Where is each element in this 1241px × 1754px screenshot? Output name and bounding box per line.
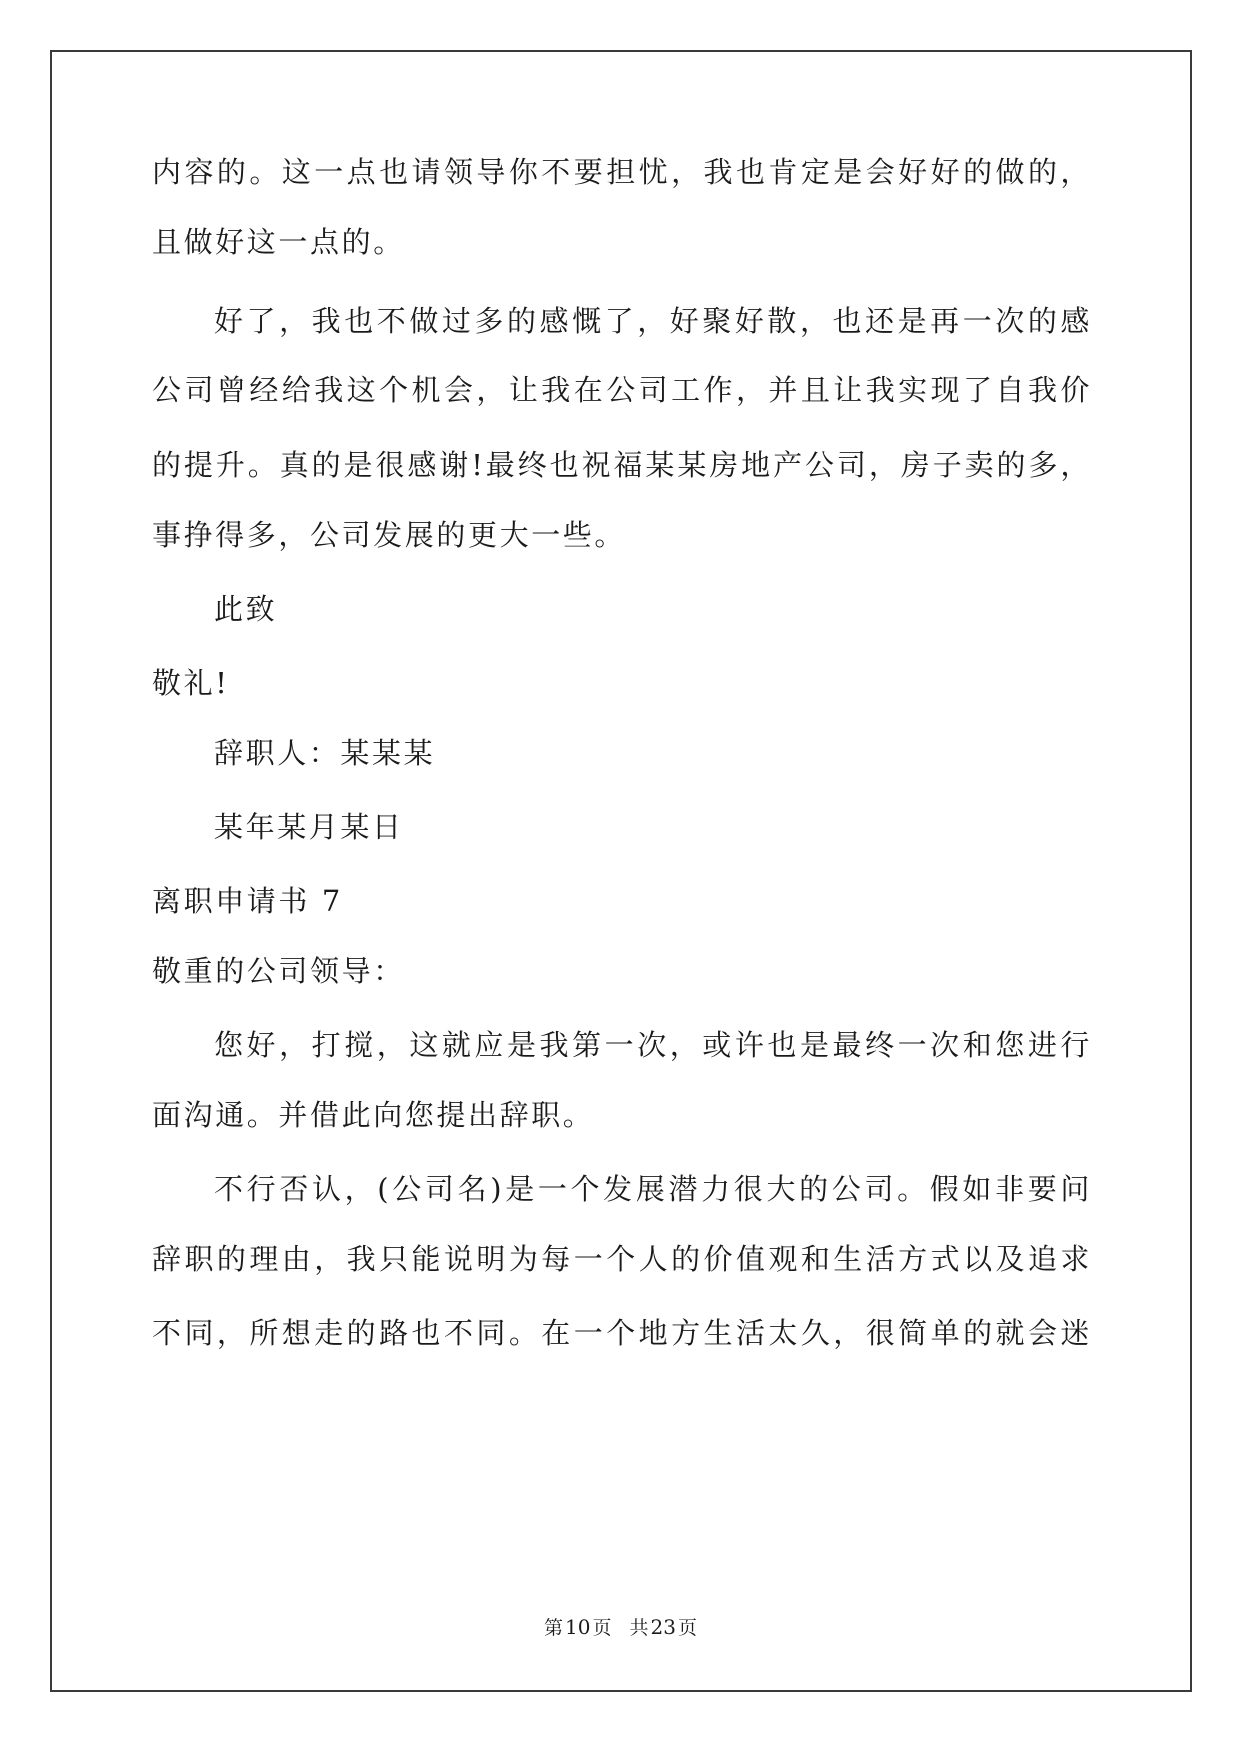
text-line: 内容的。这一点也请领导你不要担忧，我也肯定是会好好的做的， (152, 155, 1092, 189)
salutation-closing: 此致 (214, 592, 278, 626)
text-line: 您好，打搅，这就应是我第一次，或许也是最终一次和您进行 (214, 1028, 1092, 1062)
text-line: 的提升。真的是很感谢!最终也祝福某某房地产公司，房子卖的多， (152, 448, 1092, 482)
page-label-suffix: 页 (592, 1617, 612, 1639)
signature-date: 某年某月某日 (214, 810, 404, 844)
text-line: 不同，所想走的路也不同。在一个地方生活太久，很简单的就会迷 (152, 1316, 1092, 1350)
text-line: 面沟通。并借此向您提出辞职。 (152, 1098, 595, 1132)
current-page-number: 10 (565, 1615, 591, 1639)
letter-greeting: 敬重的公司领导： (152, 954, 405, 988)
text-line: 公司曾经给我这个机会，让我在公司工作，并且让我实现了自我价 (152, 373, 1092, 407)
salutation-regards: 敬礼! (152, 666, 230, 700)
section-heading: 离职申请书 7 (152, 884, 343, 918)
text-line: 事挣得多，公司发展的更大一些。 (152, 518, 627, 552)
page-footer (0, 1615, 1241, 1640)
total-pages-number: 23 (650, 1615, 676, 1639)
total-label-prefix: 共 (629, 1617, 649, 1639)
total-label-suffix: 页 (677, 1617, 697, 1639)
signature-name: 辞职人：某某某 (214, 736, 436, 770)
page-label-prefix: 第 (544, 1617, 564, 1639)
text-line: 辞职的理由，我只能说明为每一个人的价值观和生活方式以及追求 (152, 1242, 1092, 1276)
text-line: 且做好这一点的。 (152, 225, 405, 259)
text-line: 不行否认，(公司名)是一个发展潜力很大的公司。假如非要问 (214, 1172, 1092, 1206)
text-line: 好了，我也不做过多的感慨了，好聚好散，也还是再一次的感 (214, 304, 1092, 338)
